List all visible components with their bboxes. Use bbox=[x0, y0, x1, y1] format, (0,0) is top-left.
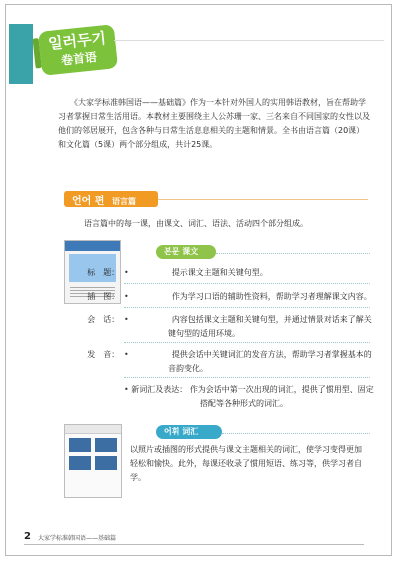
item-text: 作为学习口语的辅助性资料，帮助学习者理解课文内容。 bbox=[171, 292, 372, 301]
bullet-icon: • bbox=[124, 350, 129, 359]
thumbnail-photo-grid bbox=[65, 434, 121, 474]
page-number: 2 bbox=[24, 531, 31, 542]
bullet-icon: • bbox=[124, 292, 129, 301]
badge-subtitle: 卷首语 bbox=[60, 50, 98, 68]
section-rule bbox=[158, 199, 368, 200]
item-text: 作为会话中第一次出现的词汇，提供了惯用型、固定搭配等各种形式的词汇。 bbox=[189, 385, 374, 408]
item-divider bbox=[124, 342, 370, 343]
side-bar bbox=[9, 24, 33, 84]
item-text: 提示课文主题和关键句型。 bbox=[171, 268, 268, 277]
badge-dotted-rule bbox=[222, 433, 370, 434]
photo-thumbnail bbox=[69, 456, 91, 470]
list-item bbox=[87, 313, 374, 341]
textbook-thumbnail-vocabulary bbox=[64, 424, 122, 498]
badge-dotted-rule bbox=[216, 253, 370, 254]
bullet-icon: • bbox=[124, 268, 129, 277]
list-item bbox=[87, 266, 374, 280]
item-label: 发 音： bbox=[87, 350, 120, 359]
badge-title: 일러두기 bbox=[47, 29, 107, 54]
section-intro: 语言篇中的每一课，由课文、词汇、语法、活动四个部分组成。 bbox=[84, 219, 308, 228]
bullet-icon: • bbox=[124, 315, 129, 324]
bullet-icon: • bbox=[124, 385, 129, 394]
vocab-badge: 어휘 词汇 bbox=[156, 425, 222, 439]
item-text: 提供会话中关键词汇的发音方法，帮助学习者掌握基本的音韵变化。 bbox=[168, 350, 372, 373]
item-divider bbox=[124, 377, 370, 378]
header-rule bbox=[114, 40, 384, 41]
list-item bbox=[87, 348, 374, 376]
section-label-ko: 언어 편 bbox=[72, 196, 105, 207]
footer-rule bbox=[24, 544, 364, 545]
section-label-cn: 语言篇 bbox=[111, 197, 136, 206]
footer-book-title: 大家学标准韩国语——基础篇 bbox=[38, 535, 117, 542]
item-divider bbox=[124, 307, 370, 308]
photo-thumbnail bbox=[69, 438, 91, 452]
item-label: 插 图： bbox=[87, 292, 120, 301]
section-label bbox=[64, 191, 158, 207]
thumbnail-header bbox=[65, 241, 120, 251]
item-label: 会 话： bbox=[87, 315, 120, 324]
item-label: 标 题： bbox=[87, 268, 120, 277]
item-divider bbox=[124, 283, 370, 284]
intro-paragraph: 《大家学标准韩国语——基础篇》作为一本针对外国人的实用韩语教材，旨在帮助学习者掌握日常生活用语。本教材主要围绕主人公苏珊一家、三名来自不同国家的女性以及他们的邻居展开，包含各种与日常生活息息相关的主题和情景。全书由语言篇（20课）和文化篇（5课）两个部分组成，共计25课。 bbox=[58, 98, 370, 149]
vocab-paragraph: 以照片或插图的形式提供与课文主题相关的词汇，使学习变得更加轻松和愉快。此外，每课还收录了惯用短语、练习等，供学习者自学。 bbox=[130, 445, 362, 482]
list-item bbox=[87, 290, 374, 304]
item-text: 内容包括课文主题和关键句型，并通过情景对话来了解关键句型的适用环境。 bbox=[168, 315, 372, 338]
photo-thumbnail bbox=[95, 456, 117, 470]
list-item bbox=[124, 383, 374, 411]
photo-thumbnail bbox=[95, 438, 117, 452]
thumbnail-header bbox=[65, 425, 121, 434]
text-badge: 본문 课文 bbox=[156, 245, 216, 259]
item-label: 新词汇及表达： bbox=[131, 385, 188, 394]
title-badge bbox=[38, 24, 118, 76]
